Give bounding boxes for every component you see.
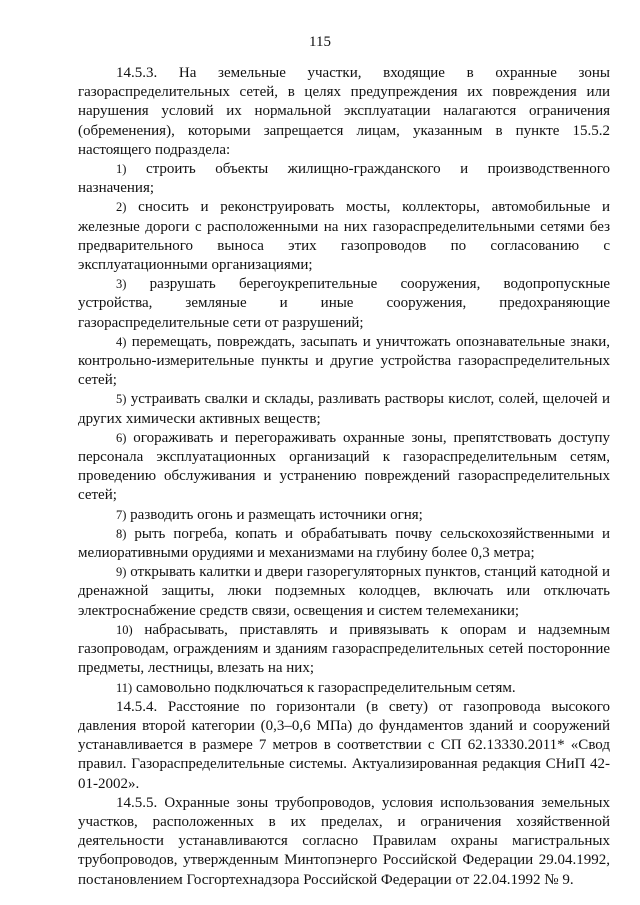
list-item-10: 10) набрасывать, приставлять и привязывать к опорам и надземным газопроводам, ограждениям и зданиям газораспределительных сетей посторонние предметы, лестницы, влезать на них;: [78, 621, 611, 677]
list-item-4: 4) перемещать, повреждать, засыпать и уничтожать опознавательные знаки, контрольно-измерительные пункты и другие устройства газораспределительных сетей;: [78, 333, 611, 389]
list-item-8: 8) рыть погреба, копать и обрабатывать почву сельскохозяйственными и мелиоративными орудиями и механизмами на глубину более 0,3 метра;: [78, 525, 611, 562]
document-body: [78, 64, 610, 890]
list-item-1: 1) строить объекты жилищно-гражданского и производственного назначения;: [78, 161, 611, 197]
list-item-9: 9) открывать калитки и двери газорегуляторных пунктов, станций катодной и дренажной защиты, люки подземных колодцев, включать или отключать электроснабжение средств связи, освещения и систем телемеханики;: [78, 564, 610, 619]
list-item-2: 2) сносить и реконструировать мосты, коллекторы, автомобильные и железные дороги с расположенными на них газораспределительными сетями без предварительного выноса этих газопроводов по согласованию с эксплуатационными организациями;: [78, 199, 611, 274]
list-item-number: 6): [116, 430, 127, 445]
list-item-number: 8): [116, 526, 127, 541]
list-item-6: 6) огораживать и перегораживать охранные зоны, препятствовать доступу персонала эксплуатационных организаций к газораспределительным сетям, проведению обслуживания и устранению повреждений газораспределительных сетей;: [78, 429, 611, 504]
list-item-number: 3): [116, 277, 127, 292]
list-item-number: 2): [116, 200, 127, 215]
list-item-number: 10): [116, 622, 133, 637]
list-item-11: 11) самовольно подключаться к газораспределительным сетям.: [116, 679, 516, 696]
list-item-number: 9): [116, 565, 127, 580]
list-item-7: 7) разводить огонь и размещать источники огня;: [116, 506, 423, 523]
list-item-5: 5) устраивать свалки и склады, разливать растворы кислот, солей, щелочей и других химически активных веществ;: [78, 391, 610, 427]
list-item-number: 4): [116, 334, 127, 349]
paragraph-14-5-5: 14.5.5. Охранные зоны трубопроводов, условия использования земельных участков, расположенных в их пределах, и ограничения хозяйственной деятельности устанавливаются согласно Правилам охраны магистральных трубопроводов, утвержденным Минтопэнерго Российской Федерации 29.04.1992, постановлением Госгортехнадзора Российской Федерации от 22.04.1992 № 9.: [78, 794, 610, 888]
page-number: 115: [309, 34, 331, 50]
paragraph-14-5-3: 14.5.3. На земельные участки, входящие в охранные зоны газораспределительных сетей, в целях предупреждения их повреждения или нарушения условий их нормальной эксплуатации налагаются ограничения (обременения), которыми запрещается лицам, указанным в пункте 15.5.2 настоящего подраздела:: [78, 65, 610, 158]
list-item-3: 3) разрушать берегоукрепительные сооружения, водопропускные устройства, земляные и иные сооружения, предохраняющие газораспределительные сети от разрушений;: [78, 276, 611, 331]
list-item-number: 7): [116, 507, 127, 522]
paragraph-14-5-4: 14.5.4. Расстояние по горизонтали (в свету) от газопровода высокого давления второй категории (0,3–0,6 МПа) до фундаментов зданий и сооружений устанавливается в размере 7 метров в соответствии с СП 62.13330.2011* «Свод правил. Газораспределительные системы. Актуализированная редакция СНиП 42-01-2002».: [78, 698, 610, 792]
list-item-number: 1): [116, 162, 127, 177]
list-item-number: 5): [116, 392, 127, 407]
list-item-number: 11): [116, 680, 133, 695]
